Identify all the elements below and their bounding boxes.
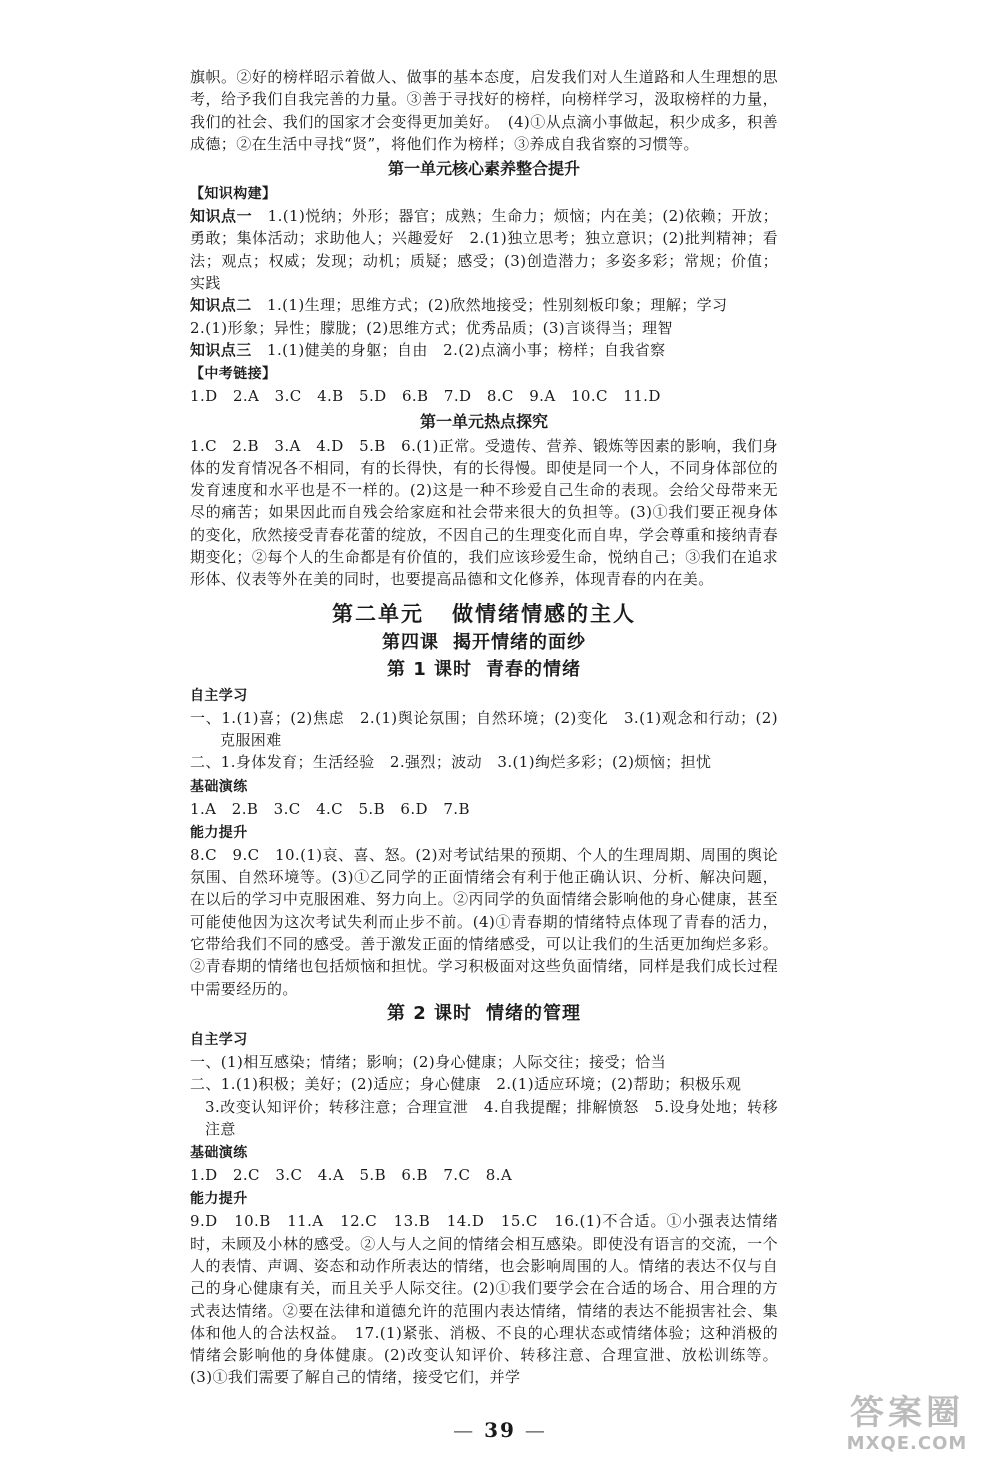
kp1-label: 知识点一	[190, 207, 253, 226]
p1-self-2: 二、1.身体发育；生活经验 2.强烈；波动 3.(1)绚烂多彩；(2)烦恼；担忧	[190, 753, 712, 772]
watermark-top: 答案圈	[850, 1393, 964, 1433]
kp2-label: 知识点二	[190, 296, 252, 315]
watermark-bottom: MXQE.COM	[846, 1433, 968, 1454]
knowledge-point-2	[190, 294, 778, 316]
period2-label: 第 2 课时	[386, 1002, 473, 1024]
p1-ability-answers: 8.C 9.C 10.(1)哀、喜、怒。(2)对考试结果的预期、个人的生理周期、周围的舆论氛围、自然环境等。(3)①乙同学的正面情绪会有利于他正确认识、分析、解决问题，在以后的学习中克服困难、努力向上。②丙同学的负面情绪会影响他的身心健康，甚至可能使他因为这次考试失利而止步不前。(4)①青春期的情绪特点体现了青春的活力，它带给我们不同的感受。善于激发正面的情绪感受，可以让我们的生活更加绚烂多彩。②青春期的情绪也包括烦恼和担忧。学习积极面对这些负面情绪，同样是我们成长过程中需要经历的。	[190, 845, 778, 998]
p1-self-1: 一、1.(1)喜；(2)焦虑 2.(1)舆论氛围；自然环境；(2)变化 3.(1)观念和行动；(2)克服困难	[190, 708, 778, 749]
lesson4-title: 揭开情绪的面纱	[453, 631, 586, 653]
p2-ability-answers: 9.D 10.B 11.A 12.C 13.B 14.D 15.C 16.(1)不合适。①小强表达情绪时，未顾及小林的感受。②人与人之间的情绪会相互感染。即使没有语言的交流，一个人的表情、声调、姿态和动作所表达的情绪，也会影响周围的人。情绪的表达不仅与自己的身心健康有关，而且关乎人际交往。(2)①我们要学会在合适的场合、用合理的方式表达情绪。②要在法律和道德允许的范围内表达情绪，情绪的表达不能损害社会、集体和他人的合法权益。 17.(1)紧张、消极、不良的心理状态或情绪体验；这种消极的情绪会影响他的身体健康。(2)改变认知评价、转移注意、合理宣泄、放松训练等。(3)①我们需要了解自己的情绪，接受它们，并学	[190, 1212, 778, 1387]
kp3-text: 1.(1)健美的身躯；自由 2.(2)点滴小事；榜样；自我省察	[267, 340, 666, 359]
answer-page	[190, 66, 778, 1389]
p2-self-label: 自主学习	[190, 1031, 248, 1048]
lesson4-heading	[190, 629, 778, 656]
p2-self-1: 一、(1)相互感染；情绪；影响；(2)身心健康；人际交往；接受；恰当	[190, 1052, 667, 1071]
p2-self-3: 3.改变认知评价；转移注意；合理宣泄 4.自我提醒；排解愤怒 5.设身处地；转移注意	[205, 1097, 778, 1138]
knowledge-label: 【知识构建】	[190, 186, 277, 203]
period1-heading	[190, 656, 778, 683]
unit1-review-title: 第一单元核心素养整合提升	[387, 159, 580, 179]
p2-basic-label: 基础演练	[190, 1145, 248, 1162]
lesson4-label: 第四课	[382, 631, 439, 653]
knowledge-point-3	[190, 339, 778, 361]
p2-ability-label: 能力提升	[190, 1191, 248, 1208]
p1-ability-label: 能力提升	[190, 824, 248, 841]
page-dash-right: —	[524, 1418, 547, 1442]
p1-basic-label: 基础演练	[190, 778, 248, 795]
period2-title: 情绪的管理	[486, 1002, 582, 1024]
unit2-title: 做情绪情感的主人	[452, 601, 636, 626]
page-number	[440, 1418, 560, 1442]
p1-self-label: 自主学习	[190, 687, 248, 704]
period1-title: 青春的情绪	[486, 658, 582, 680]
unit1-hot-text: 1.C 2.B 3.A 4.D 5.B 6.(1)正常。受遗传、营养、锻炼等因素的影响，我们身体的发育情况各不相同，有的长得快，有的长得慢。即使是同一个人，不同身体部位的发育速度和水平也是不一样的。(2)这是一种不珍爱自己生命的表现。会给父母带来无尽的痛苦；如果因此而自残会给家庭和社会带来很大的负担等。(3)①我们要正视身体的变化，欣然接受青春花蕾的绽放，不因自己的生理变化而自卑，学会尊重和接纳青春期变化；②每个人的生命都是有价值的，我们应该珍爱生命，悦纳自己；③我们在追求形体、仪表等外在美的同时，也要提高品德和文化修养，体现青春的内在美。	[190, 436, 778, 589]
exam-label: 【中考链接】	[190, 366, 277, 383]
page-number-value: 39	[484, 1418, 516, 1442]
p2-self-2: 二、1.(1)积极；美好；(2)适应；身心健康 2.(1)适应环境；(2)帮助；积极乐观	[190, 1075, 742, 1094]
unit1-hot-title: 第一单元热点探究	[419, 411, 548, 431]
exam-answers: 1.D 2.A 3.C 4.B 5.D 6.B 7.D 8.C 9.A 10.C 11.D	[190, 387, 661, 406]
kp3-label: 知识点三	[190, 340, 252, 359]
p1-basic-answers: 1.A 2.B 3.C 4.C 5.B 6.D 7.B	[190, 799, 470, 818]
knowledge-point-2-cont: 2.(1)形象；异性；朦胧；(2)思维方式；优秀品质；(3)言谈得当；理智	[190, 318, 673, 337]
kp2-text: 1.(1)生理；思维方式；(2)欣然地接受；性别刻板印象；理解；学习	[267, 296, 728, 315]
kp1-text: 1.(1)悦纳；外形；器官；成熟；生命力；烦恼；内在美；(2)依赖；开放；勇敢；集体活动；求助他人；兴趣爱好 2.(1)独立思考；独立意识；(2)批判精神；看法；观点；权威；发现；动机；质疑；感受；(3)创造潜力；多姿多彩；常规；价值；实践	[190, 207, 778, 293]
unit2-label: 第二单元	[332, 601, 424, 626]
page-dash-left: —	[453, 1418, 476, 1442]
unit2-heading	[190, 599, 778, 629]
period1-label: 第 1 课时	[386, 658, 473, 680]
p2-basic-answers: 1.D 2.C 3.C 4.A 5.B 6.B 7.C 8.A	[190, 1166, 513, 1185]
watermark-logo	[832, 1393, 982, 1461]
period2-heading	[190, 1000, 778, 1027]
knowledge-point-1	[190, 205, 778, 294]
intro-paragraph: 旗帜。②好的榜样昭示着做人、做事的基本态度，启发我们对人生道路和人生理想的思考，给予我们自我完善的力量。③善于寻找好的榜样，向榜样学习，汲取榜样的力量，我们的社会、我们的国家才会变得更加美好。 (4)①从点滴小事做起，积少成多，积善成德；②在生活中寻找“贤”，将他们作为榜样；③养成自我省察的习惯等。	[190, 68, 778, 153]
